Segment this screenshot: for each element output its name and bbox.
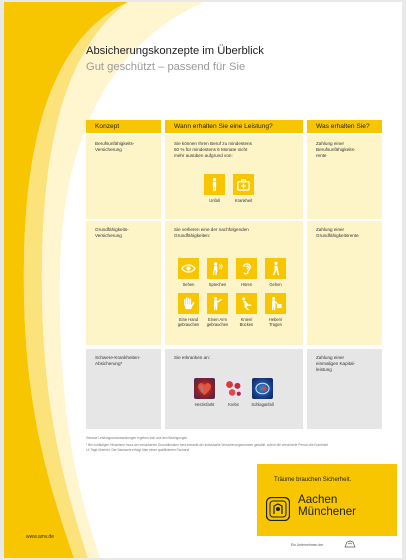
icon-label: Knien/ Bücken [239,317,254,327]
eye-icon [178,258,199,279]
list-item [229,174,258,203]
list-item [219,378,248,407]
lifting-icon [265,293,286,314]
slogan: Träume brauchen Sicherheit. [274,477,352,483]
brand-name-line1: Aachen [298,493,338,506]
icon-label: Heben/ Tragen [268,317,283,327]
icon-label: Schlaganfall [251,402,274,407]
row3-what: Zahlung einer einmaligen Kapital- leistung [307,349,382,429]
icon-label: Krankheit [234,198,253,203]
brand-name-line2: Münchener [298,505,357,518]
brain-icon [252,378,273,399]
footnote: Genaue Leistungsvoraussetzungen ergeben sich aus den Bedingungen. [86,436,189,440]
page-subtitle: Gut geschützt – passend für Sie [86,61,246,73]
list-item [261,258,290,292]
icon-label: Sprechen [208,282,227,287]
list-item [174,258,203,292]
aachen-muenchener-logo-icon [266,497,290,521]
list-item [232,293,261,327]
list-item [248,378,277,407]
generali-lion-logo-icon [344,539,356,549]
column-header-when: Wann erhalten Sie eine Leistung? [165,120,303,133]
ear-icon [236,258,257,279]
row2-icon-list [174,258,294,327]
list-item [190,378,219,407]
list-item [203,258,232,292]
list-item [174,293,203,327]
walking-icon [265,258,286,279]
brand-name [298,494,356,518]
cancer-cells-icon [223,378,244,399]
footnote: 14 Tage überlebt. Der Nachweis erfolgt über einen qualifizierten Facharzt. [86,448,190,452]
icon-label: Einen Arm gebrauchen [206,317,229,327]
first-aid-kit-icon [233,174,254,195]
row2-what: Zahlung einer Grundfähigkeitsrente [307,221,382,345]
column-header-konzept: Konzept [86,120,161,133]
list-item [261,293,290,327]
kneeling-icon [236,293,257,314]
column-header-what: Was erhalten Sie? [307,120,382,133]
website-url[interactable]: www.amv.de [26,534,54,540]
row3-when: Sie erkranken an: [165,349,303,429]
row2-konzept: Grundfähigkeits- Versicherung [86,221,161,345]
icon-label: Sehen [182,282,195,287]
row3-konzept: Schwere-Krankheiten- Absicherung* [86,349,161,429]
document-page [4,2,402,558]
generali-note: Ein Unternehmen der [291,543,324,547]
list-item [200,174,229,203]
icon-label: Herzinfarkt [194,402,215,407]
row3-icon-list [190,378,277,407]
footnote: * Bei vorläufigen Hinweisen muss der versicherten Grunddiensten med.erkrankt der individuelle Versicherungsnummer gewählt, sofern die versicherte Person die Krankheit [86,443,328,447]
page-title: Absicherungskonzepte im Überblick [86,45,264,57]
speaking-icon [207,258,228,279]
row1-konzept: Berufsunfähigkeits- Versicherung [86,135,161,219]
icon-label: Unfall [209,198,220,203]
hand-icon [178,293,199,314]
icon-label: Eine Hand gebrauchen [177,317,200,327]
person-standing-icon [204,174,225,195]
list-item [203,293,232,327]
row1-what: Zahlung einer Berufsunfähigkeits- rente [307,135,382,219]
row1-when: Sie können Ihren Beruf zu mindestens 50 % für mindestens 6 Monate nicht mehr ausüben aufgrund von: [165,135,303,219]
arm-icon [207,293,228,314]
icon-label: Gehen [269,282,282,287]
row2-when: Sie verlieren eine der nachfolgenden Grundfähigkeiten: [165,221,303,345]
row1-icon-list [200,174,258,203]
icon-label: Hören [240,282,253,287]
list-item [232,258,261,292]
icon-label: Krebs [228,402,239,407]
heart-icon [194,378,215,399]
